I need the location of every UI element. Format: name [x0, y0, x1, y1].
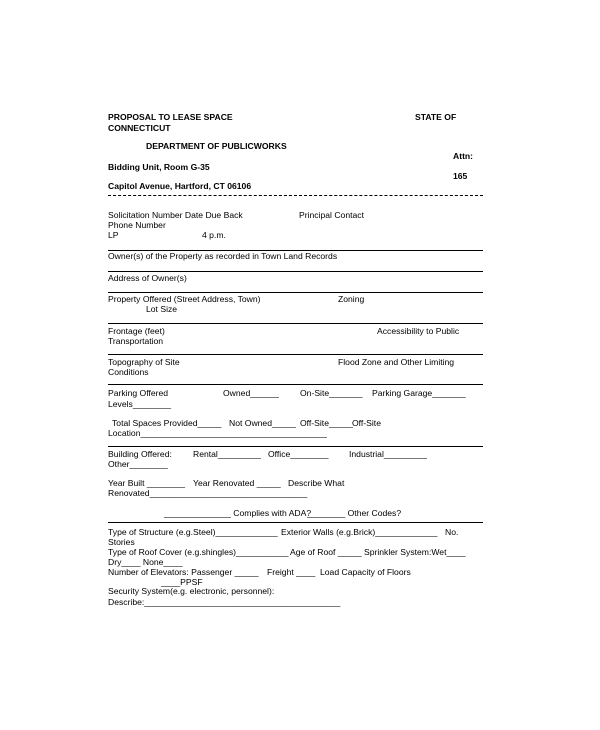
address-line: Capitol Avenue, Hartford, CT 06106 — [108, 181, 252, 191]
no-label: No. — [445, 527, 459, 537]
dry-none-field[interactable]: Dry____ None____ — [108, 557, 183, 567]
freight-field[interactable]: Freight ____ — [267, 567, 316, 577]
divider — [108, 446, 483, 447]
not-owned-field[interactable]: Not Owned_____ — [229, 418, 296, 428]
complies-ada-field[interactable]: ______________ Complies with ADA? — [164, 508, 312, 518]
phone-number-label: Phone Number — [108, 220, 166, 230]
off-site-field[interactable]: Off-Site_____ — [300, 418, 353, 428]
frontage-label: Frontage (feet) — [108, 326, 165, 336]
form-title-line1: PROPOSAL TO LEASE SPACE — [108, 112, 233, 122]
solicitation-label: Solicitation Number Date Due Back — [108, 210, 243, 220]
conditions-label: Conditions — [108, 367, 149, 377]
bidding-unit: Bidding Unit, Room G-35 — [108, 162, 210, 172]
divider — [108, 384, 483, 385]
total-spaces-field[interactable]: Total Spaces Provided_____ — [112, 418, 222, 428]
form-title-line2: CONNECTICUT — [108, 123, 171, 133]
load-capacity-label: Load Capacity of Floors — [320, 567, 411, 577]
security-system-label: Security System(e.g. electronic, personnel): — [108, 586, 275, 596]
year-built-field[interactable]: Year Built ________ — [108, 478, 186, 488]
off-site-label: Off-Site — [352, 418, 381, 428]
divider — [108, 354, 483, 355]
rental-field[interactable]: Rental_________ — [193, 449, 261, 459]
divider — [108, 271, 483, 272]
other-field[interactable]: Other________ — [108, 459, 168, 469]
exterior-walls-field[interactable]: Exterior Walls (e.g.Brick)_____________ — [281, 527, 438, 537]
renovated-field[interactable]: Renovated_________________________________ — [108, 488, 308, 498]
attn-number: 165 — [453, 171, 468, 181]
year-renovated-field[interactable]: Year Renovated _____ — [193, 478, 281, 488]
address-owners-label: Address of Owner(s) — [108, 273, 187, 283]
principal-contact-label: Principal Contact — [299, 210, 364, 220]
office-field[interactable]: Office________ — [268, 449, 329, 459]
accessibility-label: Accessibility to Public — [377, 326, 460, 336]
lp-label: LP — [108, 230, 119, 240]
zoning-label: Zoning — [338, 294, 365, 304]
other-codes-field[interactable]: ________ Other Codes? — [307, 508, 402, 518]
topography-label: Topography of Site — [108, 357, 180, 367]
divider — [108, 522, 483, 523]
flood-zone-label: Flood Zone and Other Limiting — [338, 357, 455, 367]
industrial-field[interactable]: Industrial_________ — [349, 449, 427, 459]
header-divider — [108, 195, 483, 196]
department-name: DEPARTMENT OF PUBLICWORKS — [146, 141, 287, 151]
describe-field[interactable]: Describe:_________________________________________ — [108, 597, 341, 607]
describe-what-label: Describe What — [288, 478, 345, 488]
state-of-label: STATE OF — [415, 112, 457, 122]
sprinkler-field[interactable]: Sprinkler System:Wet____ — [364, 547, 466, 557]
psf-field[interactable]: ____PPSF — [161, 577, 203, 587]
location-field[interactable]: Location_______________________________________ — [108, 428, 327, 438]
divider — [108, 323, 483, 324]
parking-offered-label: Parking Offered — [108, 388, 169, 398]
type-roof-field[interactable]: Type of Roof Cover (e.g.shingles)___________ — [108, 547, 289, 557]
property-offered-label: Property Offered (Street Address, Town) — [108, 294, 261, 304]
owned-field[interactable]: Owned______ — [223, 388, 279, 398]
levels-field[interactable]: Levels________ — [108, 399, 172, 409]
divider — [108, 292, 483, 293]
elevators-passenger-field[interactable]: Number of Elevators: Passenger _____ — [108, 567, 259, 577]
attn-label: Attn: — [453, 151, 474, 161]
on-site-field[interactable]: On-Site_______ — [300, 388, 363, 398]
type-structure-field[interactable]: Type of Structure (e.g.Steel)_____________ — [108, 527, 278, 537]
lot-size-label: Lot Size — [146, 304, 178, 314]
age-roof-field[interactable]: Age of Roof _____ — [290, 547, 362, 557]
transportation-label: Transportation — [108, 336, 164, 346]
due-time-label: 4 p.m. — [202, 230, 226, 240]
owners-label: Owner(s) of the Property as recorded in Town Land Records — [108, 251, 338, 261]
stories-label: Stories — [108, 537, 135, 547]
building-offered-label: Building Offered: — [108, 449, 172, 459]
parking-garage-field[interactable]: Parking Garage_______ — [372, 388, 466, 398]
